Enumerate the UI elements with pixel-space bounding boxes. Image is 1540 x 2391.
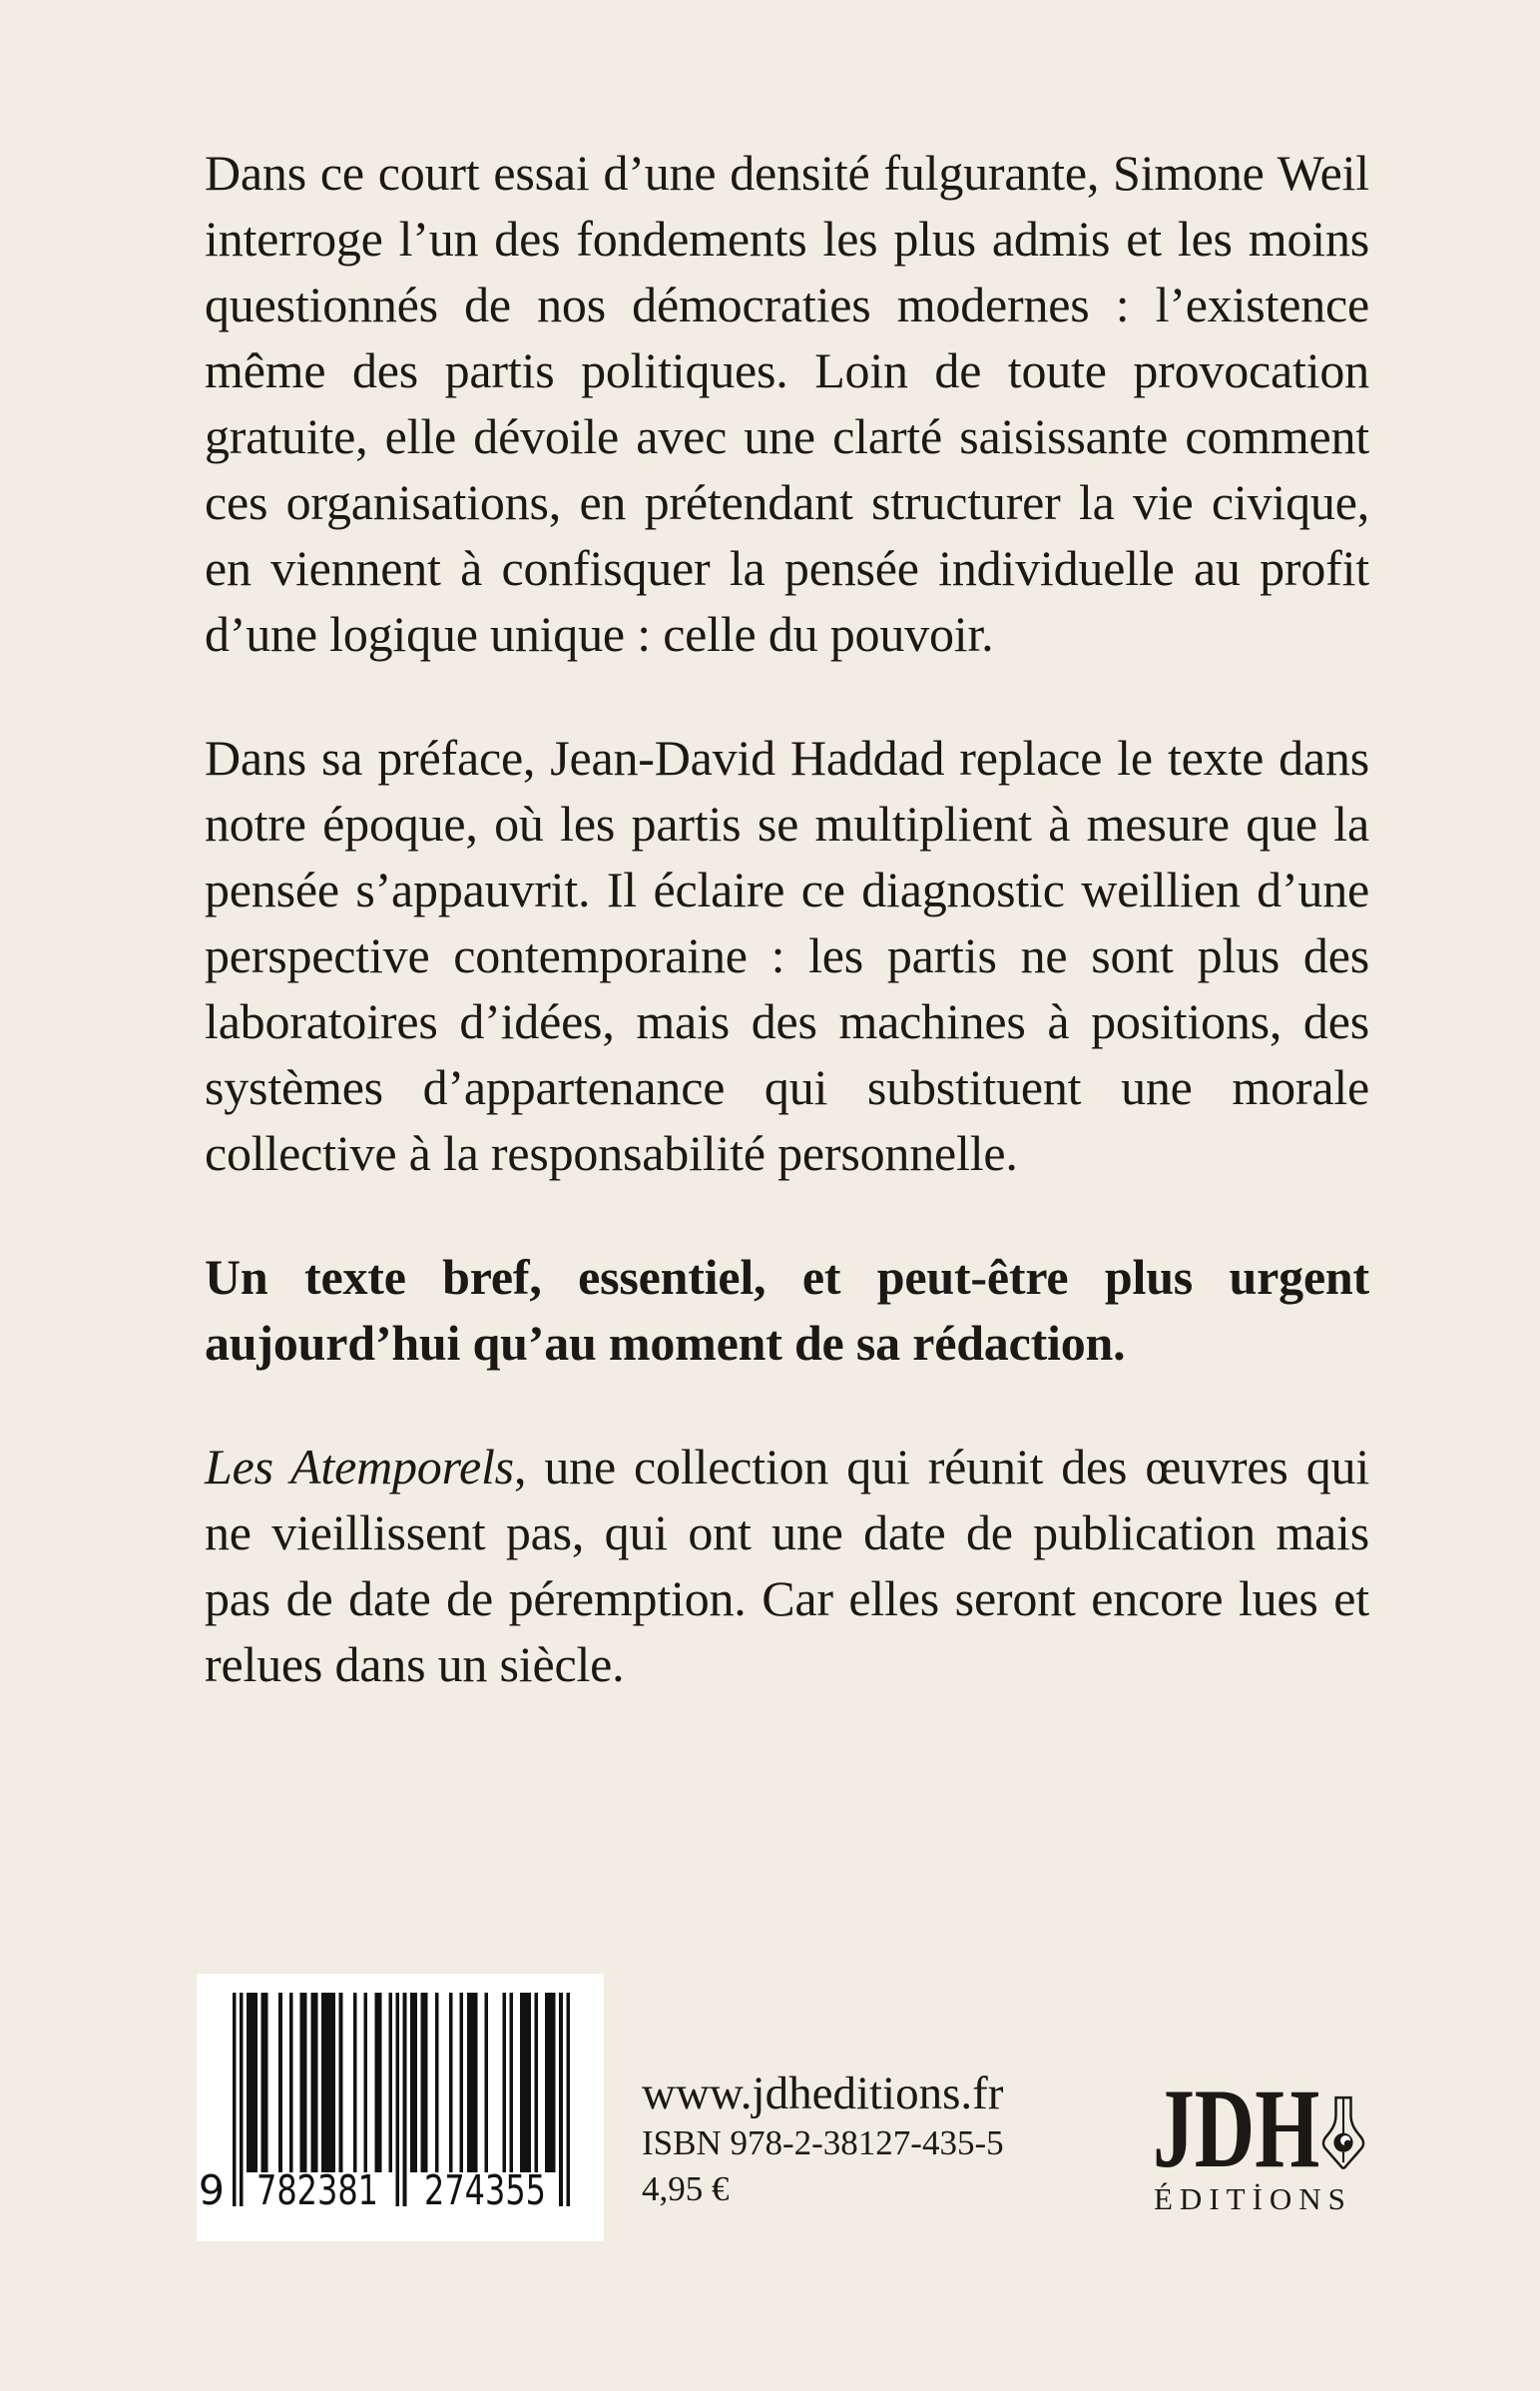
isbn-number: ISBN 978-2-38127-435-5 [642, 2123, 1004, 2162]
blurb-paragraph-highlight: Un texte bref, essentiel, et peut-être plus urgent aujourd’hui qu’au moment de sa rédaction. [205, 1249, 1369, 1371]
barcode-panel [197, 1974, 604, 2241]
editions-label: ÉDITİONS [1154, 2181, 1352, 2216]
publication-info [642, 2067, 1004, 2212]
barcode-digit-left: 9 [198, 2166, 225, 2214]
collection-description: , une collection qui réunit des œuvres qui ne vieillissent pas, qui ont une date de publication mais pas de date de péremption. Car elles seront encore lues et relues dans un siècle. [205, 1439, 1370, 1692]
barcode-digits-group1: 782381 [257, 2166, 378, 2214]
website-url: www.jdheditions.fr [642, 2068, 1004, 2119]
blurb-paragraph-preface: Dans sa préface, Jean-David Haddad replace le texte dans notre époque, où les partis se multiplient à mesure que la pensée s’appauvrit. Il éclaire ce diagnostic weillien d’une perspective contemporaine : les partis ne sont plus des laboratoires d’idées, mais des machines à positions, des systèmes d’appartenance qui substituent une morale collective à la responsabilité personnelle. [205, 730, 1369, 1181]
blurb-paragraph-synopsis: Dans ce court essai d’une densité fulgurante, Simone Weil interroge l’un des fondements les plus admis et les moins questionnés de nos démocraties modernes : l’existence même des partis politiques. Loin de toute provocation gratuite, elle dévoile avec une clarté saisissante comment ces organisations, en prétendant structurer la vie civique, en viennent à confisquer la pensée individuelle au profit d’une logique unique : celle du pouvoir. [205, 145, 1369, 662]
barcode-digits-group2: 274355 [424, 2166, 546, 2214]
barcode [197, 1974, 604, 2241]
blurb-paragraph-collection [205, 1434, 1369, 1697]
pen-nib-icon [1318, 2094, 1368, 2172]
collection-name: Les Atemporels [205, 1439, 514, 1494]
price: 4,95 € [642, 2169, 730, 2208]
jdh-wordmark: JDH [1153, 2067, 1320, 2191]
blurb-section [205, 140, 1369, 1697]
publisher-logo [1153, 2067, 1402, 2231]
